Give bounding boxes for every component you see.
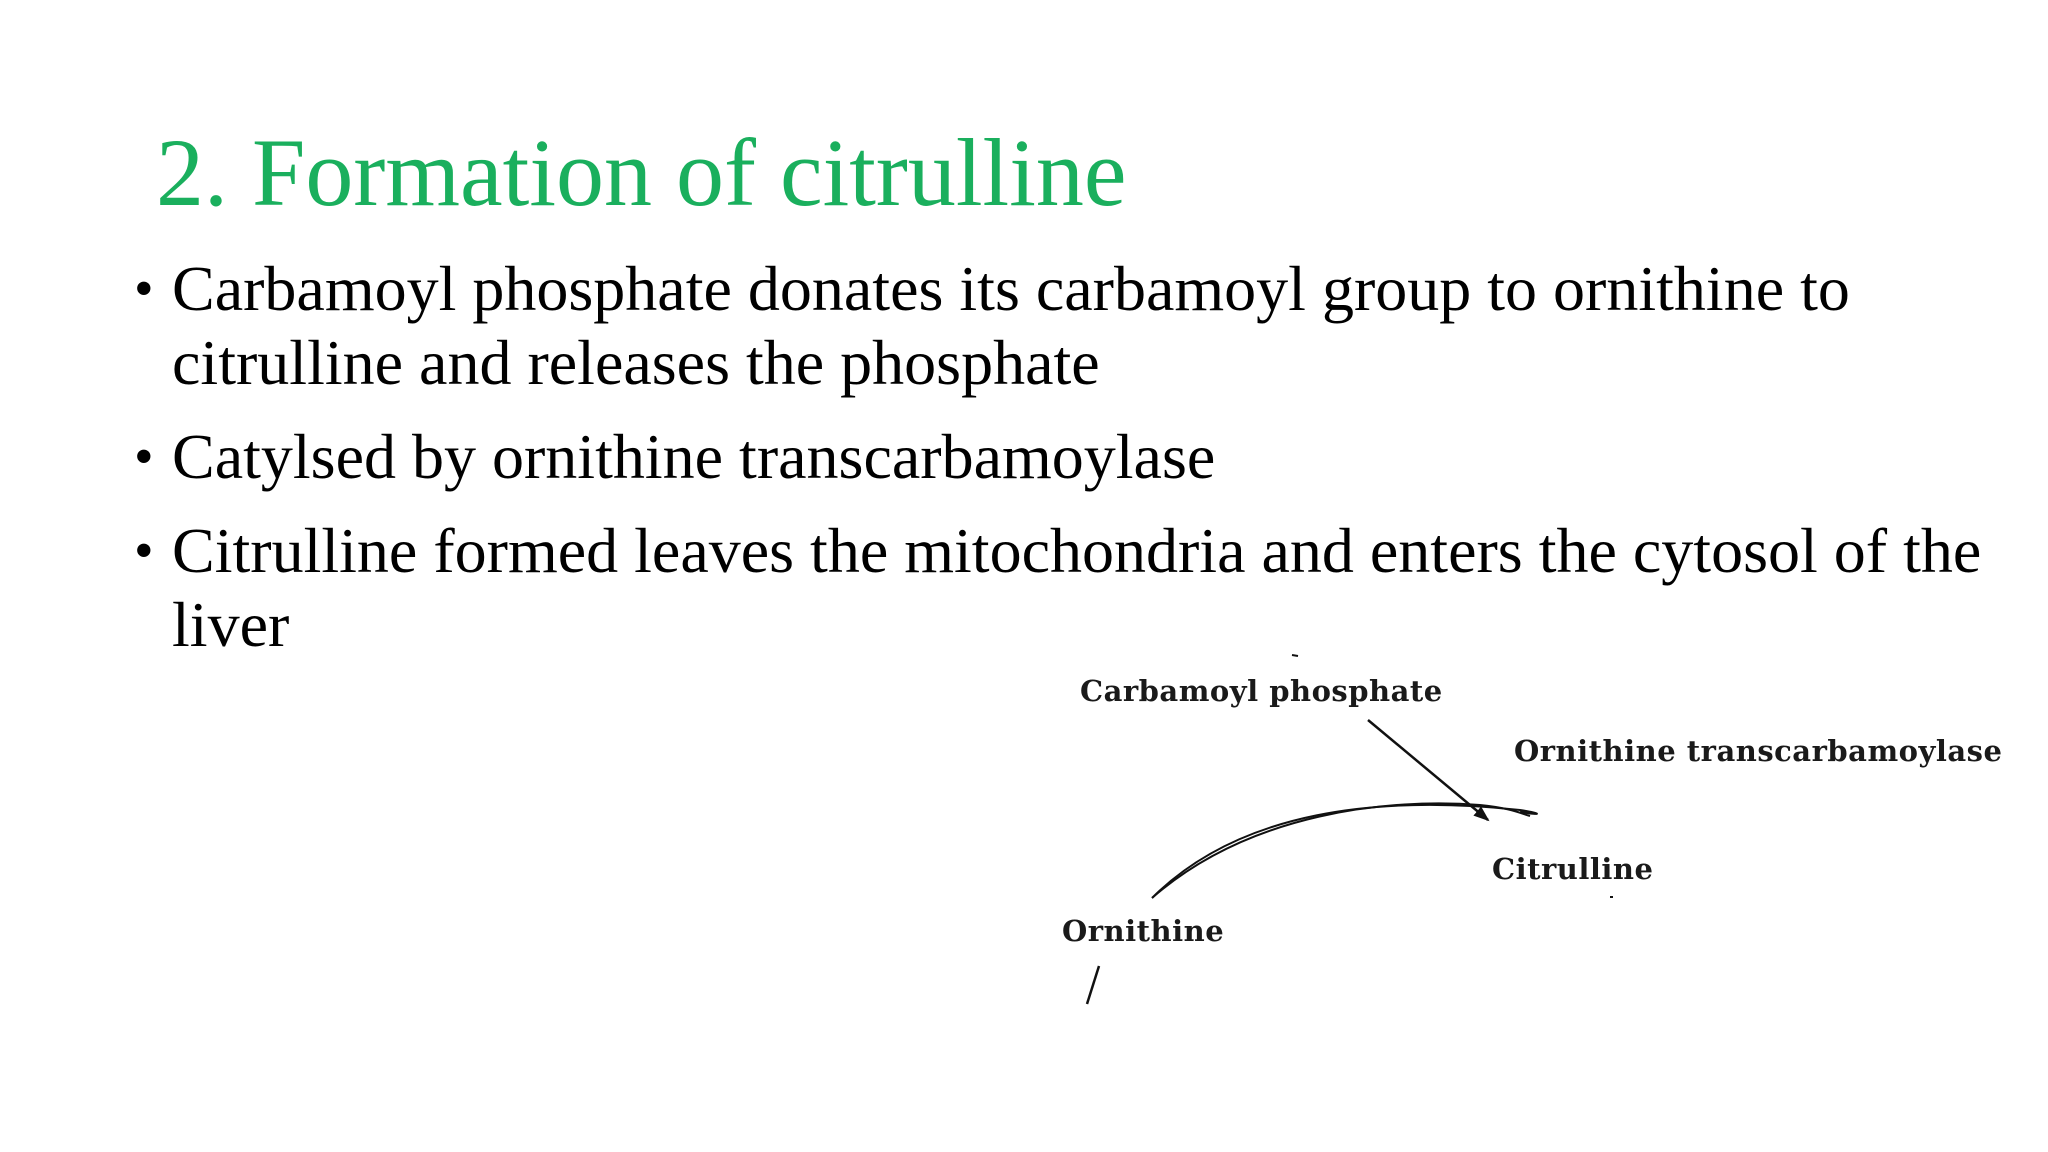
citrulline-label: Citrulline [1492, 852, 1654, 886]
bullet-item [128, 252, 1998, 400]
ornithine-label: Ornithine [1062, 914, 1225, 948]
bullet-marker: • [134, 520, 154, 582]
bullet-text: Catylsed by ornithine transcarbamoylase [172, 421, 1216, 492]
enzyme-label: Ornithine transcarbamoylase [1514, 734, 2003, 768]
curve-to-citrulline-tail [1152, 803, 1530, 898]
reaction-diagram [1040, 640, 2003, 1020]
carbamoyl-phosphate-label: Carbamoyl phosphate [1080, 674, 1443, 708]
bullet-item [128, 420, 1998, 494]
tick-mark [1292, 655, 1298, 656]
bullet-text: Citrulline formed leaves the mitochondria and enters the cytosol of the liver [172, 515, 1982, 660]
ornithine-lower-stroke [1087, 966, 1099, 1004]
bullet-marker: • [134, 426, 154, 488]
bullet-marker: • [134, 258, 154, 320]
slide-title: 2. Formation of citrulline [156, 119, 1127, 226]
ornithine-to-citrulline-curve [1152, 805, 1537, 898]
bullet-text: Carbamoyl phosphate donates its carbamoyl group to ornithine to citrulline and releases the phosphate [172, 253, 1850, 398]
bullet-list [128, 252, 1998, 682]
